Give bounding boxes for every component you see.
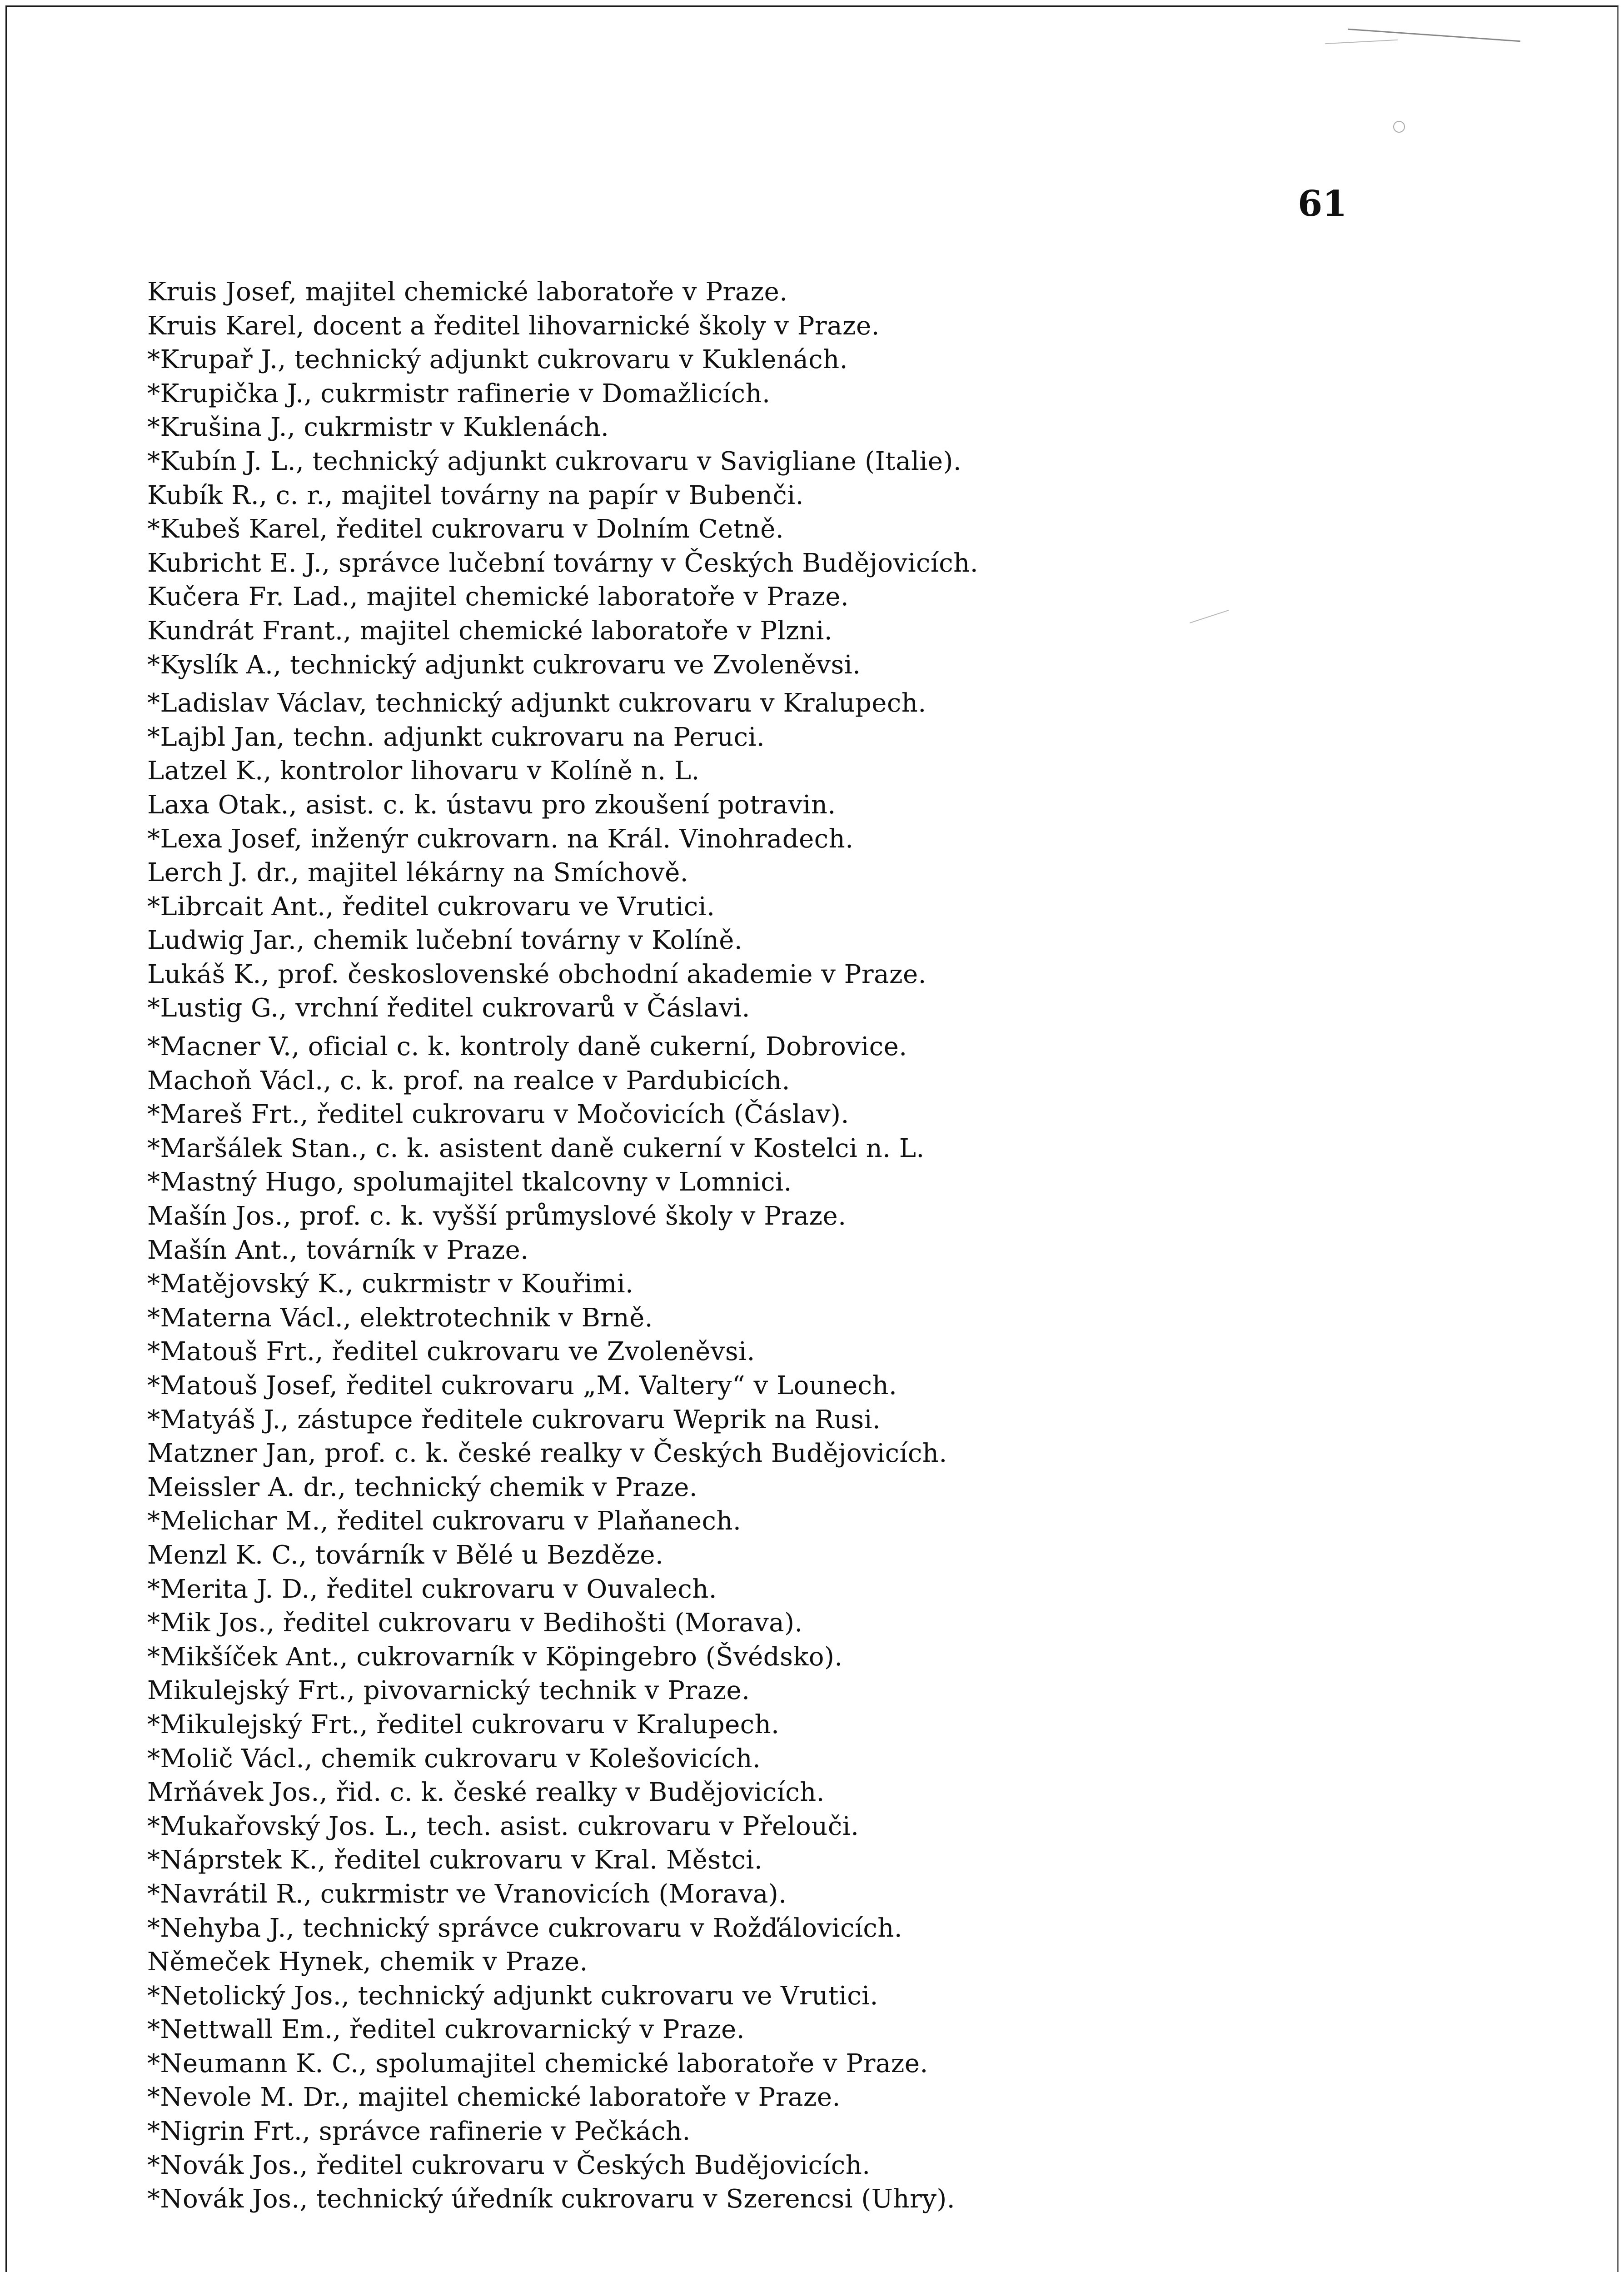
list-item: Mrňávek Jos., řid. c. k. české realky v Budějovicích. [147,1778,825,1808]
list-item: *Merita J. D., ředitel cukrovaru v Ouvalech. [147,1574,717,1604]
list-item: *Lajbl Jan, techn. adjunkt cukrovaru na Peruci. [147,722,765,752]
list-item: *Novák Jos., ředitel cukrovaru v Českých Budějovicích. [147,2150,871,2180]
list-item: Laxa Otak., asist. c. k. ústavu pro zkoušení potravin. [147,790,836,820]
member-list [147,275,978,2217]
list-item: Kubricht E. J., správce lučební továrny v Českých Budějovicích. [147,548,979,578]
scan-mark [1348,29,1520,42]
list-item: *Matouš Frt., ředitel cukrovaru ve Zvoleněvsi. [147,1337,755,1367]
list-item: *Mikulejský Frt., ředitel cukrovaru v Kralupech. [147,1709,780,1739]
list-item: *Mikšíček Ant., cukrovarník v Köpingebro (Švédsko). [147,1642,843,1672]
list-item: *Ladislav Václav, technický adjunkt cukrovaru v Kralupech. [147,688,927,718]
list-item: *Krušina J., cukrmistr v Kuklenách. [147,413,609,443]
page-number: 61 [1298,183,1347,224]
list-item: *Molič Václ., chemik cukrovaru v Kolešovicích. [147,1744,761,1774]
list-item: Němeček Hynek, chemik v Praze. [147,1947,588,1977]
list-item: *Mik Jos., ředitel cukrovaru v Bedihošti (Morava). [147,1608,803,1638]
list-item: *Krupař J., technický adjunkt cukrovaru v Kuklenách. [147,345,848,375]
list-item: *Netolický Jos., technický adjunkt cukrovaru ve Vrutici. [147,1981,878,2011]
list-item: Mašín Jos., prof. c. k. vyšší průmyslové školy v Praze. [147,1201,847,1231]
list-item: *Nettwall Em., ředitel cukrovarnický v Praze. [147,2015,745,2045]
list-item: Mikulejský Frt., pivovarnický technik v Praze. [147,1676,750,1706]
list-item: *Krupička J., cukrmistr rafinerie v Domažlicích. [147,379,771,409]
list-item: Matzner Jan, prof. c. k. české realky v Českých Budějovicích. [147,1439,947,1469]
document-page [5,5,1619,2272]
list-item: Machoň Václ., c. k. prof. na realce v Pardubicích. [147,1066,790,1096]
list-item: *Lexa Josef, inženýr cukrovarn. na Král. Vinohradech. [147,824,854,854]
list-item: *Mareš Frt., ředitel cukrovaru v Močovicích (Čáslav). [147,1100,849,1130]
list-item: *Lustig G., vrchní ředitel cukrovarů v Čáslavi. [147,993,750,1023]
list-item: *Nigrin Frt., správce rafinerie v Pečkách. [147,2117,691,2147]
list-item: *Mastný Hugo, spolumajitel tkalcovny v Lomnici. [147,1167,792,1197]
list-item: *Kubeš Karel, ředitel cukrovaru v Dolním Cetně. [147,514,784,544]
scan-mark [1393,121,1405,133]
list-item: *Náprstek K., ředitel cukrovaru v Kral. Městci. [147,1845,763,1875]
list-item: Lerch J. dr., majitel lékárny na Smíchově. [147,858,689,888]
list-item: Meissler A. dr., technický chemik v Praze. [147,1472,698,1502]
list-item: Kruis Karel, docent a ředitel lihovarnické školy v Praze. [147,311,880,341]
scan-mark [1190,610,1229,623]
list-item: Lukáš K., prof. československé obchodní akademie v Praze. [147,959,927,989]
scan-mark [1325,40,1398,44]
list-item: *Kyslík A., technický adjunkt cukrovaru ve Zvoleněvsi. [147,650,861,680]
list-item: Kundrát Frant., majitel chemické laboratoře v Plzni. [147,616,833,646]
list-item: *Melichar M., ředitel cukrovaru v Plaňanech. [147,1506,742,1536]
list-item: Mašín Ant., továrník v Praze. [147,1235,529,1265]
list-item: *Matouš Josef, ředitel cukrovaru „M. Valtery“ v Lounech. [147,1371,897,1400]
list-item: *Navrátil R., cukrmistr ve Vranovicích (Morava). [147,1879,787,1909]
list-item: *Novák Jos., technický úředník cukrovaru v Szerencsi (Uhry). [147,2184,956,2214]
list-item: *Librcait Ant., ředitel cukrovaru ve Vrutici. [147,892,715,922]
list-item: *Maršálek Stan., c. k. asistent daně cukerní v Kostelci n. L. [147,1133,925,1163]
list-item: Kučera Fr. Lad., majitel chemické laboratoře v Praze. [147,582,849,612]
list-item: *Nehyba J., technický správce cukrovaru v Rožďálovicích. [147,1913,903,1943]
list-item: Kruis Josef, majitel chemické laboratoře v Praze. [147,277,788,307]
list-item: *Matyáš J., zástupce ředitele cukrovaru Weprik na Rusi. [147,1405,881,1435]
list-item: *Nevole M. Dr., majitel chemické laboratoře v Praze. [147,2083,841,2113]
list-item: *Macner V., oficial c. k. kontroly daně cukerní, Dobrovice. [147,1032,907,1062]
list-item: Kubík R., c. r., majitel továrny na papír v Bubenči. [147,480,804,510]
list-item: *Materna Václ., elektrotechnik v Brně. [147,1303,653,1333]
list-item: *Mukařovský Jos. L., tech. asist. cukrovaru v Přelouči. [147,1811,859,1841]
list-item: Menzl K. C., továrník v Bělé u Bezděze. [147,1540,664,1570]
list-item: *Kubín J. L., technický adjunkt cukrovaru v Savigliane (Italie). [147,446,962,476]
list-item: Latzel K., kontrolor lihovaru v Kolíně n. L. [147,756,700,786]
list-item: *Neumann K. C., spolumajitel chemické laboratoře v Praze. [147,2048,928,2078]
list-item: Ludwig Jar., chemik lučební továrny v Kolíně. [147,926,743,956]
list-item: *Matějovský K., cukrmistr v Kouřimi. [147,1269,634,1299]
